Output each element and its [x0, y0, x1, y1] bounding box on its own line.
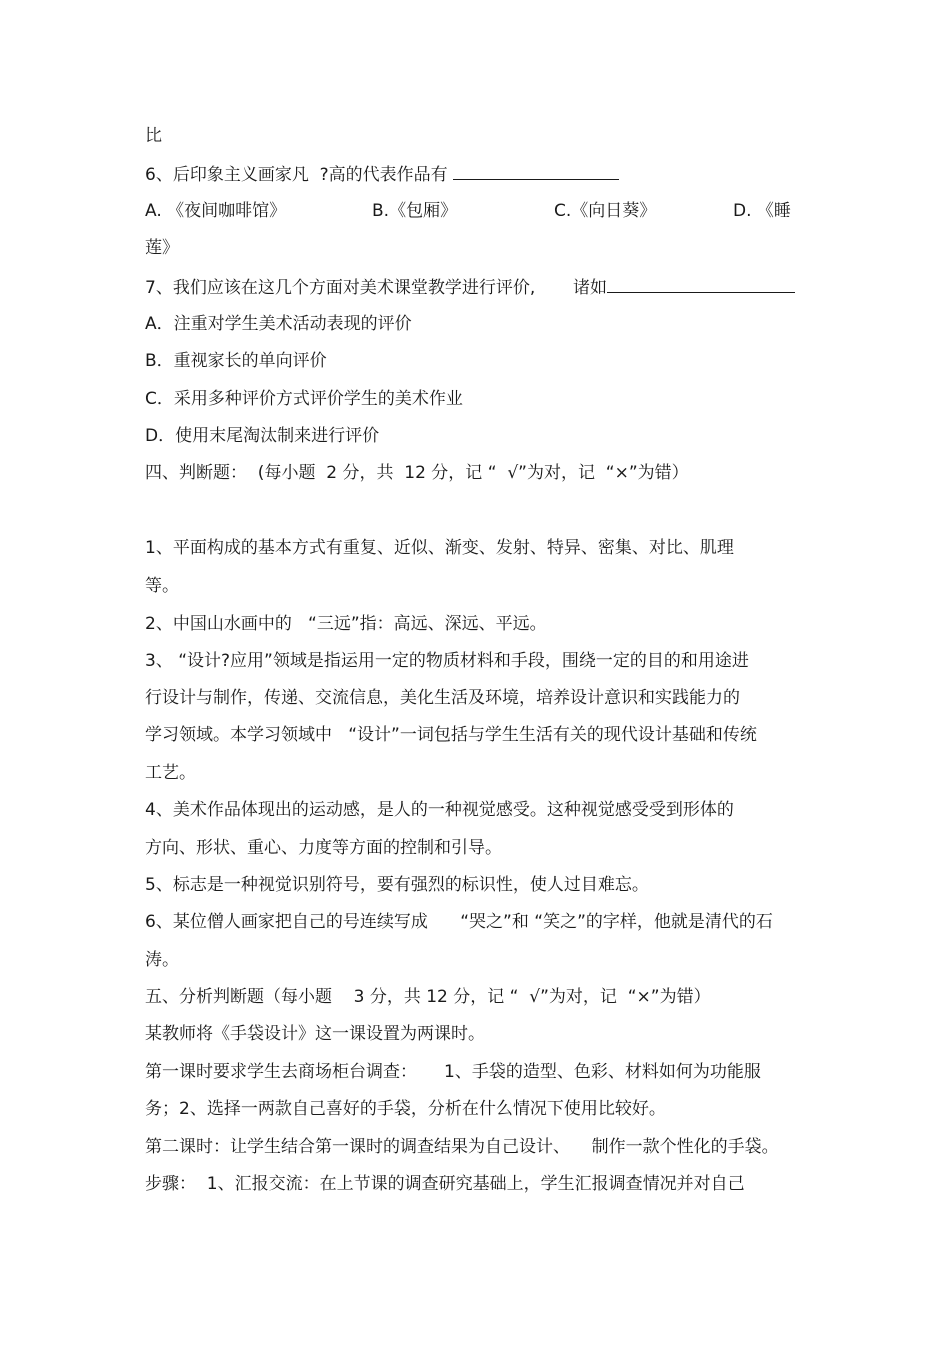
- paragraph: 步骤： 1、汇报交流：在上节课的调查研究基础上，学生汇报调查情况并对自己: [145, 1174, 745, 1194]
- judgment-4-continued: 方向、形状、重心、力度等方面的控制和引导。: [145, 838, 502, 858]
- option-d-continued: 莲》: [145, 238, 179, 258]
- judgment-4: 4、美术作品体现出的运动感，是人的一种视觉感受。这种视觉感受受到形体的: [145, 800, 734, 820]
- option-a: A. 《夜间咖啡馆》: [145, 201, 287, 221]
- answer-blank: [607, 276, 795, 293]
- paragraph: 第一课时要求学生去商场柜台调查： 1、手袋的造型、色彩、材料如何为功能服: [145, 1062, 761, 1082]
- judgment-6: 6、某位僧人画家把自己的号连续写成 “哭之”和 “笑之”的字样，他就是清代的石: [145, 912, 773, 932]
- question-6: [145, 163, 619, 185]
- judgment-1-continued: 等。: [145, 576, 179, 596]
- paragraph: 某教师将《手袋设计》这一课设置为两课时。: [145, 1024, 485, 1044]
- option-d: D．使用末尾淘汰制来进行评价: [145, 426, 380, 446]
- question-7-text: 7、我们应该在这几个方面对美术课堂教学进行评价, 诸如: [145, 278, 608, 298]
- option-a: A．注重对学生美术活动表现的评价: [145, 314, 412, 334]
- answer-blank: [453, 163, 619, 180]
- paragraph-continued: 务；2、选择一两款自己喜好的手袋，分析在什么情况下使用比较好。: [145, 1099, 666, 1119]
- judgment-5: 5、标志是一种视觉识别符号，要有强烈的标识性，使人过目难忘。: [145, 875, 649, 895]
- text-line: 比: [145, 126, 162, 146]
- judgment-3: 3、 “设计?应用”领域是指运用一定的物质材料和手段，围绕一定的目的和用途进: [145, 651, 749, 671]
- judgment-1: 1、平面构成的基本方式有重复、近似、渐变、发射、特异、密集、对比、肌理: [145, 538, 734, 558]
- option-b: B.《包厢》: [372, 201, 458, 221]
- judgment-6-continued: 涛。: [145, 950, 179, 970]
- judgment-3-continued: 工艺。: [145, 763, 196, 783]
- judgment-3-continued: 行设计与制作，传递、交流信息，美化生活及环境，培养设计意识和实践能力的: [145, 688, 740, 708]
- option-c: C.《向日葵》: [554, 201, 657, 221]
- judgment-3-continued: 学习领域。本学习领域中 “设计”一词包括与学生生活有关的现代设计基础和传统: [145, 725, 757, 745]
- question-6-text: 6、后印象主义画家凡 ?高的代表作品有: [145, 165, 448, 185]
- option-d: D. 《睡: [733, 201, 791, 221]
- paragraph: 第二课时：让学生结合第一课时的调查结果为自己设计、 制作一款个性化的手袋。: [145, 1137, 779, 1157]
- judgment-2: 2、中国山水画中的 “三远”指：高远、深远、平远。: [145, 614, 547, 634]
- section-4-heading: 四、判断题： (每小题 2 分，共 12 分，记 “ √”为对，记 “×”为错）: [145, 463, 689, 483]
- question-7: [145, 276, 795, 298]
- option-b: B．重视家长的单向评价: [145, 351, 327, 371]
- section-5-heading: 五、分析判断题（每小题 3 分，共 12 分，记 “ √”为对，记 “×”为错）: [145, 987, 711, 1007]
- option-c: C．采用多种评价方式评价学生的美术作业: [145, 389, 463, 409]
